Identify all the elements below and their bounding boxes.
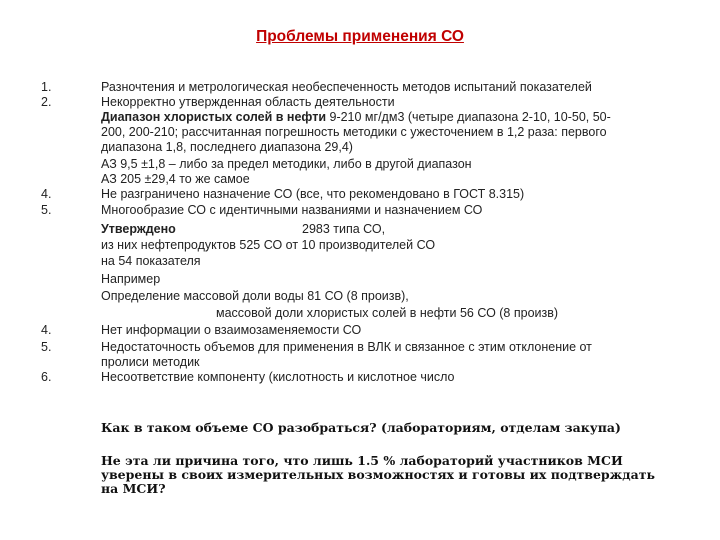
text-line: 200, 200-210; рассчитанная погрешность методики с ужесточением в 1,2 раза: первого xyxy=(101,125,607,139)
question-2: Не эта ли причина того, что лишь 1.5 % лабораторий участников МСИ уверены в своих измерительных возможностях и готовы их подтверждать на МСИ? xyxy=(101,453,655,496)
text-line: Многообразие СО с идентичными названиями и назначением СО xyxy=(101,203,483,217)
text-line: Недостаточность объемов для применения в ВЛК и связанное с этим отклонение от xyxy=(101,340,592,354)
text-line xyxy=(101,110,661,125)
text-line: Определение массовой доли воды 81 СО (8 произв), xyxy=(101,289,409,303)
text-line: АЗ 9,5 ±1,8 – либо за предел методики, либо в другой диапазон xyxy=(101,157,472,171)
list-number-5: 5. xyxy=(41,203,52,217)
list-number-5b: 5. xyxy=(41,340,52,354)
text-line xyxy=(101,222,661,237)
text-line: Например xyxy=(101,272,161,286)
text-line: на 54 показателя xyxy=(101,254,201,268)
text-line: Некорректно утвержденная область деятельности xyxy=(101,95,395,109)
question-1: Как в таком объеме СО разобраться? (лабораториям, отделам закупа) xyxy=(101,420,621,435)
text-line: из них нефтепродуктов 525 СО от 10 производителей СО xyxy=(101,238,436,252)
text-line: АЗ 205 ±29,4 то же самое xyxy=(101,172,250,186)
text-line: пролиси методик xyxy=(101,355,200,369)
text-line: Не разграничено назначение СО (все, что рекомендовано в ГОСТ 8.315) xyxy=(101,187,525,201)
text-line: диапазона 1,8, последнего диапазона 29,4) xyxy=(101,140,353,154)
text-line: Нет информации о взаимозаменяемости СО xyxy=(101,323,362,337)
text-line: массовой доли хлористых солей в нефти 56 СО (8 произв) xyxy=(216,306,559,320)
list-number-2: 2. xyxy=(41,95,52,109)
list-number-6: 6. xyxy=(41,370,52,384)
text-span: 2983 типа СО, xyxy=(302,222,386,236)
bold-text: Диапазон хлористых солей в нефти xyxy=(101,110,327,124)
slide-title: Проблемы применения СО xyxy=(256,28,464,45)
list-number-1: 1. xyxy=(41,80,52,94)
text-line: Разночтения и метрологическая необеспеченность методов испытаний показателей xyxy=(101,80,592,94)
bold-text: Утверждено xyxy=(101,222,176,236)
text-line: Несоответствие компоненту (кислотность и кислотное число xyxy=(101,370,455,384)
text-span: 9-210 мг/дм3 (четыре диапазона 2-10, 10-50, 50- xyxy=(326,110,611,124)
list-number-4b: 4. xyxy=(41,323,52,337)
list-number-4: 4. xyxy=(41,187,52,201)
